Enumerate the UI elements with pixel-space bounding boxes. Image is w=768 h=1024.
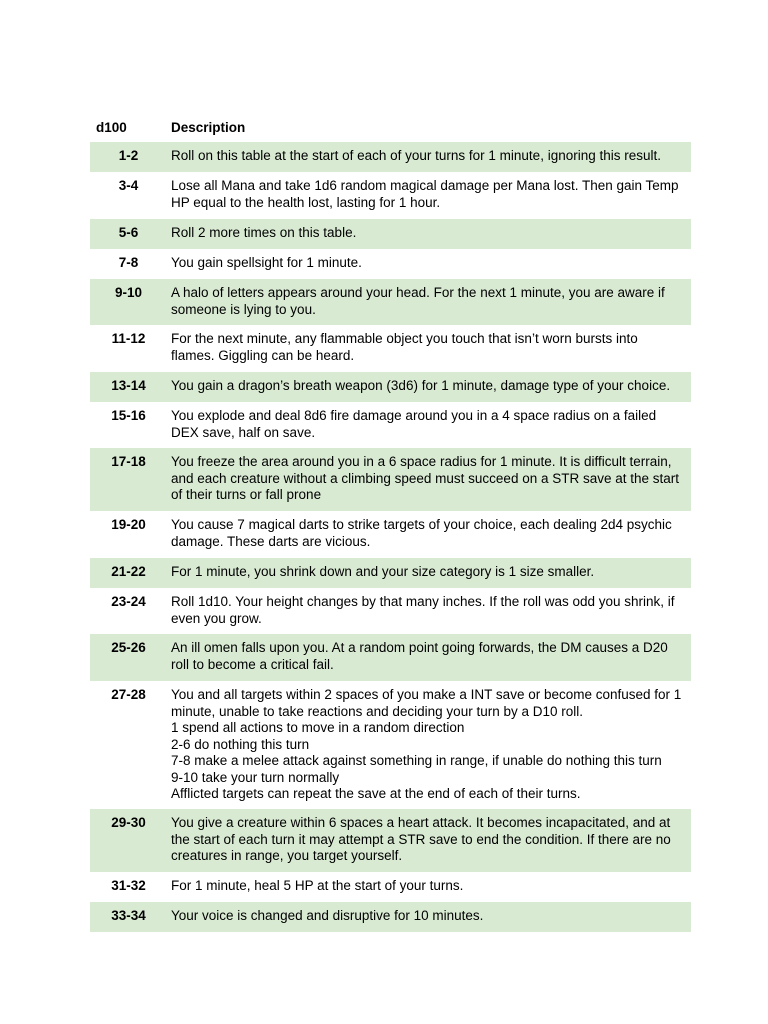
row-description: You explode and deal 8d6 fire damage around you in a 4 space radius on a failed DEX save, half on save. — [171, 408, 657, 440]
table-row — [90, 511, 691, 558]
row-description: You give a creature within 6 spaces a heart attack. It becomes incapacitated, and at the start of each turn it may attempt a STR save to end the condition. If there are no creatures in range, you target yourself. — [171, 815, 671, 863]
table-row — [90, 279, 691, 325]
table-row — [90, 448, 691, 511]
table-row — [90, 325, 691, 372]
roll-range: 15-16 — [111, 408, 146, 423]
row-description: You gain a dragon’s breath weapon (3d6) for 1 minute, damage type of your choice. — [171, 378, 671, 393]
table-row — [90, 588, 691, 634]
roll-range: 31-32 — [111, 878, 146, 893]
table-row — [90, 558, 691, 588]
row-description: You gain spellsight for 1 minute. — [171, 255, 362, 270]
table-row — [90, 372, 691, 402]
table-row — [90, 249, 691, 279]
row-description: Roll on this table at the start of each of your turns for 1 minute, ignoring this result. — [171, 148, 662, 163]
roll-range: 13-14 — [111, 378, 146, 393]
row-description: For the next minute, any flammable object you touch that isn’t worn bursts into flames. Giggling can be heard. — [171, 331, 638, 363]
row-description: An ill omen falls upon you. At a random point going forwards, the DM causes a D20 roll to become a critical fail. — [171, 640, 668, 672]
row-description: Roll 1d10. Your height changes by that many inches. If the roll was odd you shrink, if even you grow. — [171, 594, 675, 626]
table-row — [90, 219, 691, 249]
roll-range: 33-34 — [111, 908, 146, 923]
row-description: You cause 7 magical darts to strike targets of your choice, each dealing 2d4 psychic damage. These darts are vicious. — [171, 517, 672, 549]
roll-range: 25-26 — [111, 640, 146, 655]
row-description: You and all targets within 2 spaces of you make a INT save or become confused for 1 minute, unable to take reactions and deciding your turn by a D10 roll. 1 spend all actions to move in a random direction 2-6 do nothing this turn 7-8 make a melee attack against something in range, if unable do nothing this turn 9-10 take your turn normally Afflicted targets can repeat the save at the end of each of their turns. — [171, 687, 682, 801]
roll-range: 1-2 — [118, 148, 139, 163]
table-row — [90, 142, 691, 172]
roll-range: 23-24 — [111, 594, 146, 609]
table-row — [90, 809, 691, 872]
d100-table — [90, 110, 691, 932]
document-page — [90, 110, 691, 932]
table-row — [90, 872, 691, 902]
row-description: A halo of letters appears around your head. For the next 1 minute, you are aware if someone is lying to you. — [171, 285, 665, 317]
row-description: Your voice is changed and disruptive for 10 minutes. — [171, 908, 484, 923]
table-row — [90, 681, 691, 809]
row-description: Roll 2 more times on this table. — [171, 225, 357, 240]
roll-range: 11-12 — [111, 331, 146, 346]
row-description: For 1 minute, heal 5 HP at the start of your turns. — [171, 878, 464, 893]
roll-range: 9-10 — [114, 285, 143, 300]
roll-range: 19-20 — [111, 517, 146, 532]
table-row — [90, 172, 691, 219]
roll-range: 5-6 — [118, 225, 139, 240]
roll-range: 27-28 — [111, 687, 146, 702]
table-row — [90, 634, 691, 681]
row-description: You freeze the area around you in a 6 space radius for 1 minute. It is difficult terrain, and each creature without a climbing speed must succeed on a STR save at the start of their turns or fall prone — [171, 454, 680, 502]
roll-range: 17-18 — [111, 454, 146, 469]
table-row — [90, 902, 691, 932]
header-roll: d100 — [96, 120, 127, 135]
roll-range: 3-4 — [118, 178, 139, 193]
header-description: Description — [171, 120, 246, 135]
row-description: For 1 minute, you shrink down and your size category is 1 size smaller. — [171, 564, 595, 579]
table-header — [90, 110, 691, 142]
roll-range: 21-22 — [111, 564, 146, 579]
roll-range: 7-8 — [118, 255, 139, 270]
roll-range: 29-30 — [111, 815, 146, 830]
row-description: Lose all Mana and take 1d6 random magical damage per Mana lost. Then gain Temp HP equal to the health lost, lasting for 1 hour. — [171, 178, 679, 210]
table-row — [90, 402, 691, 448]
